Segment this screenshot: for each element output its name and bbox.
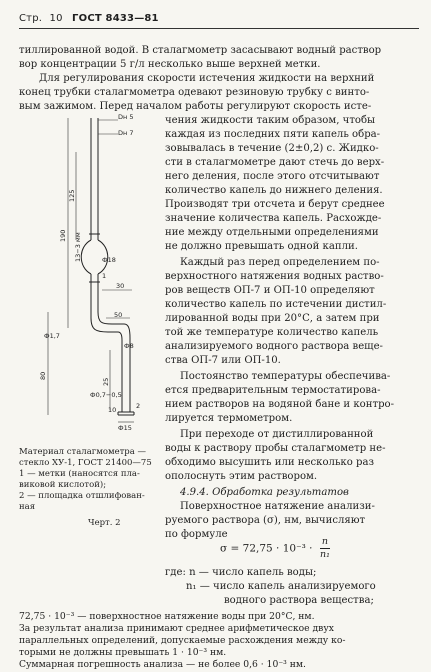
- label-mark1: 1: [102, 272, 107, 280]
- label-125: 125: [68, 189, 76, 202]
- stalagmometer-drawing: [18, 112, 168, 442]
- text-line: по формуле: [165, 529, 228, 540]
- tube-outline: [81, 118, 134, 415]
- text-line: лируется термометром.: [165, 413, 293, 424]
- text-line: За результат анализа принимают среднее арифметическое двух: [19, 623, 334, 634]
- label-80: 80: [39, 371, 47, 380]
- label-25: 25: [102, 377, 110, 386]
- formula-lhs: σ = 72,75 · 10⁻³ ·: [220, 542, 313, 555]
- text-line: При переходе от дистиллированной: [180, 429, 374, 440]
- text-line: руемого раствора (σ), нм, вычисляют: [165, 515, 366, 526]
- text-line: верхностного натяжения водных раство-: [165, 271, 384, 282]
- text-line: Поверхностное натяжение анализи-: [180, 501, 375, 512]
- text-line: него деления, после этого отсчитывают: [165, 171, 380, 182]
- text-line: вор концентрации 5 г/л несколько выше верхней метки.: [19, 59, 321, 70]
- caption-line: ная: [19, 502, 36, 512]
- text-line: количество капель по истечении дистил-: [165, 299, 387, 310]
- where-line: n₁ — число капель анализируемого: [186, 581, 376, 592]
- standard-number: ГОСТ 8433—81: [72, 13, 159, 24]
- label-10: 10: [108, 406, 117, 414]
- text-line: ние между отдельными определениями: [165, 227, 379, 238]
- formula: [220, 536, 330, 561]
- caption-line: 1 — метки (наносятся пла-: [19, 469, 140, 479]
- label-13: 13−3 мм: [74, 232, 82, 262]
- where-line: где: n — число капель воды;: [165, 567, 317, 578]
- page-prefix: Стр.: [19, 13, 43, 24]
- label-phi15: Ф15: [118, 424, 132, 432]
- label-190: 190: [59, 229, 67, 242]
- text-line: ров веществ ОП-7 и ОП-10 определяют: [165, 285, 375, 296]
- label-30: 30: [116, 282, 125, 290]
- text-line: не должно превышать одной капли.: [165, 241, 358, 252]
- page-header: [19, 13, 159, 24]
- text-line: зовывалась в течение (2±0,2) с. Жидко-: [165, 143, 379, 154]
- text-line: Для регулирования скорости истечения жидкости на верхний: [39, 73, 375, 84]
- text-line: тиллированной водой. В сталагмометр засасывают водный раствор: [19, 45, 382, 56]
- label-dh5: Dн 5: [118, 113, 134, 121]
- formula-numerator: n: [321, 536, 328, 547]
- label-phi07: Ф0,7−0,5: [90, 391, 122, 399]
- text-line: сти в сталагмометре дают стечь до верх-: [165, 157, 385, 168]
- text-line: Каждый раз перед определением по-: [180, 257, 380, 268]
- formula-fraction: [320, 536, 330, 561]
- text-line: воды к раствору пробы сталагмометр не-: [165, 443, 386, 454]
- text-line: торыми не должны превышать 1 · 10⁻³ нм.: [19, 647, 227, 658]
- text-line: количество капель до нижнего деления.: [165, 185, 383, 196]
- caption-line: стекло ХУ-1, ГОСТ 21400—75: [19, 458, 152, 468]
- caption-line: Материал сталагмометра —: [19, 447, 147, 457]
- text-line: конец трубки сталагмометра одевают резиновую трубку с винто-: [19, 87, 370, 98]
- label-phi18: Ф18: [102, 256, 116, 264]
- formula-denominator: n₁: [319, 549, 330, 560]
- text-line: значение количества капель. Расхожде-: [165, 213, 382, 224]
- label-mark2: 2: [136, 402, 141, 410]
- text-line: ства ОП-7 или ОП-10.: [165, 355, 281, 366]
- label-phi8: Ф8: [124, 342, 134, 350]
- text-line: Постоянство температуры обеспечива-: [180, 371, 391, 382]
- caption-line: виковой кислотой);: [19, 480, 107, 490]
- page-number: 10: [49, 13, 63, 24]
- header-rule: [19, 28, 419, 29]
- text-line: Производят три отсчета и берут среднее: [165, 199, 385, 210]
- text-line: обходимо высушить или несколько раз: [165, 457, 375, 468]
- text-line: нием растворов на водяной бане и контро-: [165, 399, 395, 410]
- label-dh7: Dн 7: [118, 129, 134, 137]
- text-line: анализируемого водного раствора веще-: [165, 341, 383, 352]
- text-line: ополоснуть этим раствором.: [165, 471, 318, 482]
- label-50: 50: [114, 311, 123, 319]
- text-line: каждая из последних пяти капель обра-: [165, 129, 381, 140]
- text-line: вым зажимом. Перед началом работы регулируют скорость исте-: [19, 101, 372, 112]
- figure-title: Черт. 2: [88, 518, 121, 528]
- text-line: лированной воды при 20°С, а затем при: [165, 313, 380, 324]
- text-line: Суммарная погрешность анализа — не более 0,6 · 10⁻³ нм.: [19, 659, 306, 670]
- section-heading: 4.9.4. Обработка результатов: [180, 487, 349, 498]
- label-phi17: Ф1,7: [44, 332, 60, 340]
- text-line: параллельных определений, допускаемые расхождения между ко-: [19, 635, 346, 646]
- caption-line: 2 — площадка отшлифован-: [19, 491, 145, 501]
- text-line: чения жидкости таким образом, чтобы: [165, 115, 376, 126]
- where-line: водного раствора вещества;: [224, 595, 374, 606]
- text-line: ется предварительным термостатирова-: [165, 385, 381, 396]
- text-line: 72,75 · 10⁻³ — поверхностное натяжение воды при 20°С, нм.: [19, 611, 315, 622]
- text-line: той же температуре количество капель: [165, 327, 379, 338]
